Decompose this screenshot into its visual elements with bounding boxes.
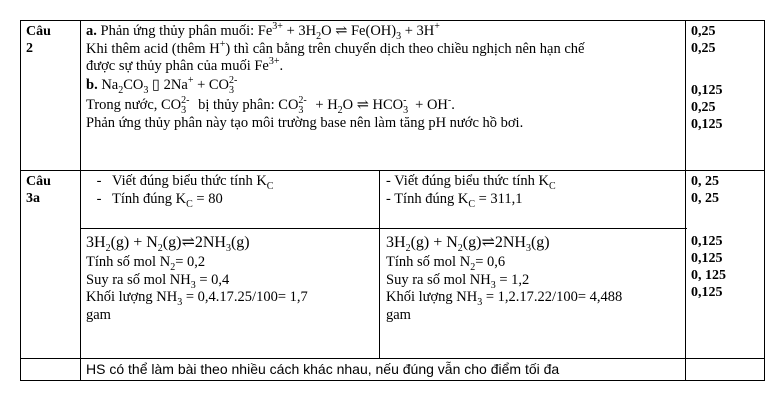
na-charge: +	[187, 74, 194, 86]
kc-subscript: C	[548, 180, 556, 192]
calc-text: Suy ra số mol NH	[386, 271, 491, 288]
points-value: 0,125	[691, 285, 723, 300]
sup-a: 2-	[181, 95, 190, 107]
points-value: 0,125	[691, 234, 723, 249]
part-a-prefix: a.	[86, 23, 97, 39]
q2-answer	[86, 23, 682, 132]
calc-value: = 0,2	[175, 254, 206, 270]
col-divider-points	[685, 20, 686, 380]
plus-oh: + OH	[411, 97, 448, 113]
eq-sub: 3	[525, 243, 531, 255]
h2-subscript: 2	[316, 30, 322, 42]
calc-sub: 3	[177, 296, 183, 308]
calc-sub: 2	[170, 261, 176, 273]
q3b-left-calc	[86, 232, 376, 324]
table-border-right	[764, 20, 765, 380]
eq-n: + N	[129, 234, 158, 251]
part-b-prefix: b.	[86, 76, 98, 93]
co3-ion-subscript: 3	[229, 84, 235, 96]
points-value: 0,25	[691, 100, 716, 115]
ammonia-equation	[386, 232, 682, 254]
points-value: 0,25	[691, 24, 716, 39]
calc-text: Khối lượng NH	[386, 289, 478, 305]
question-label-q3a	[26, 173, 76, 207]
ammonia-equation	[86, 232, 376, 254]
eq-nh: 2NH	[494, 234, 526, 251]
sub-c: 2	[337, 104, 343, 116]
calc-line	[86, 289, 376, 307]
points-value: 0, 25	[691, 191, 719, 206]
eq-phase: (g)	[530, 234, 550, 251]
row-divider-2b	[387, 228, 687, 229]
calc-text: Khối lượng NH	[86, 289, 178, 305]
calc-value: = 0,6	[475, 254, 506, 270]
eq-phase: (g)	[110, 234, 130, 251]
equilibrium-arrow: ⇌	[481, 234, 495, 251]
kc-subscript: C	[186, 198, 193, 210]
co-text: CO	[123, 76, 144, 93]
criteria-text: - Tính đúng K	[386, 190, 469, 207]
calc-value: = 0,4	[195, 271, 230, 288]
bullet-dash: -	[96, 190, 102, 207]
plus-h: + H	[311, 97, 338, 113]
sub-b: 3	[298, 104, 304, 116]
criteria-item	[386, 191, 682, 209]
col-divider-middle	[379, 170, 380, 358]
part-a-explanation: Khi thêm acid (thêm H	[86, 40, 220, 57]
points-value: 0,25	[691, 41, 716, 56]
eq-phase: (g)	[410, 234, 430, 251]
2na-text: 2Na	[163, 76, 188, 93]
points-value: 0,125	[691, 251, 723, 266]
criteria-item	[86, 191, 376, 209]
calc-line	[386, 272, 682, 290]
bullet-dash: -	[96, 173, 102, 189]
fe3-charge: 3+	[268, 56, 280, 68]
q2-part-b-line1	[86, 74, 682, 96]
q2-part-a-line2	[86, 38, 682, 59]
calc-sub: 3	[190, 279, 196, 291]
criteria-item	[86, 173, 376, 191]
hydrolysis-text: bị thủy phân: CO	[194, 97, 299, 113]
sup-b: 2-	[298, 95, 307, 107]
part-a-eq-left: Phản ứng thủy phân muối: Fe	[100, 23, 273, 39]
criteria-text: Viết đúng biểu thức tính K	[112, 173, 267, 189]
eq-phase: (g)	[162, 234, 182, 251]
question-label-text: Câu	[26, 24, 51, 39]
hydrolysis-intro: Trong nước, CO	[86, 97, 182, 113]
eq-phase: (g)	[230, 234, 250, 251]
part-a-eq-o: O	[321, 23, 332, 39]
sup-d: -	[447, 95, 452, 107]
eq-nh: 2NH	[194, 234, 226, 251]
q2-points	[691, 23, 761, 133]
calc-line	[86, 254, 376, 272]
calc-sub: 2	[470, 261, 476, 273]
table-border-left	[20, 20, 21, 380]
question-label-q2	[26, 23, 76, 57]
calc-text: Tính số mol N	[386, 254, 471, 270]
fe-charge: 3+	[272, 21, 283, 33]
calc-unit: gam	[86, 306, 111, 323]
q3a-right-criteria	[386, 173, 682, 208]
part-a-explanation-rest: ) thì cân bằng trên chuyển dịch theo chiều nghịch nên hạn chế	[225, 40, 585, 57]
sub-a: 3	[181, 104, 187, 116]
row-divider-3	[20, 358, 765, 359]
calc-sub: 3	[477, 296, 483, 308]
eq-h: 3H	[86, 234, 106, 251]
period-b: .	[451, 97, 455, 113]
row-divider-1	[20, 170, 765, 171]
co3-ion-text: + CO	[193, 76, 230, 93]
q2-part-a-line3	[86, 58, 682, 76]
part-a-eq-mid: + 3H	[282, 23, 317, 39]
criteria-text: Tính đúng K	[112, 190, 187, 207]
calc-line	[386, 254, 682, 272]
criteria-text: - Viết đúng biểu thức tính K	[386, 173, 549, 189]
calc-value: = 0,4.17.25/100= 1,7	[182, 289, 308, 305]
kc-value: = 80	[192, 190, 223, 207]
q3a-points	[691, 173, 761, 207]
calc-text: Tính số mol N	[86, 254, 171, 270]
part-a-eq-right: Fe(OH)	[350, 23, 397, 39]
eq-sub: 3	[225, 243, 231, 255]
calc-value: = 1,2.17.22/100= 4,488	[482, 289, 623, 305]
calc-value: = 1,2	[495, 271, 530, 288]
points-value: 0, 125	[691, 268, 726, 283]
points-value: 0, 25	[691, 174, 719, 189]
eq-sub: 2	[105, 243, 111, 255]
table-border-bottom	[20, 380, 765, 381]
equilibrium-arrow: ⇌	[331, 23, 351, 39]
calc-line	[386, 289, 682, 307]
question-label-text: Câu	[26, 174, 51, 189]
sub-d: 3	[403, 104, 409, 116]
h-plus-charge: +	[219, 38, 226, 50]
na-subscript: 2	[118, 84, 124, 96]
table-border-top	[20, 20, 765, 21]
question-number: 2	[26, 41, 33, 56]
oh3-subscript: 3	[396, 30, 402, 42]
calc-line	[86, 272, 376, 290]
kc-subscript: C	[468, 198, 475, 210]
eq-n: + N	[429, 234, 458, 251]
eq-sub: 2	[405, 243, 411, 255]
h-charge: +	[434, 21, 440, 33]
period: .	[279, 58, 284, 74]
col-divider-label	[80, 20, 81, 380]
part-a-eq-end: + 3H	[401, 23, 435, 39]
kc-subscript: C	[266, 180, 274, 192]
equilibrium-arrow: ⇌	[181, 234, 195, 251]
calc-unit: gam	[386, 306, 411, 323]
o-hco: O ⇌ HCO	[342, 97, 404, 113]
q2-part-b-line3: Phản ứng thủy phân này tạo môi trường base nên làm tăng pH nước hồ bơi.	[86, 114, 524, 131]
q2-part-a-line1	[86, 23, 682, 41]
eq-sub: 2	[157, 243, 163, 255]
kc-value: = 311,1	[474, 190, 523, 207]
co3-subscript: 3	[143, 84, 149, 96]
part-a-explanation-end: được sự thủy phân của muối Fe	[86, 58, 269, 74]
points-value: 0,125	[691, 117, 723, 132]
criteria-item	[386, 173, 682, 191]
eq-phase: (g)	[462, 234, 482, 251]
eq-sub: 2	[457, 243, 463, 255]
points-value: 0,125	[691, 83, 723, 98]
answer-key-table	[20, 20, 765, 380]
q2-part-b-line2	[86, 97, 682, 115]
q3b-points	[691, 233, 761, 301]
sup-c: -	[403, 95, 407, 107]
question-number: 3a	[26, 191, 40, 206]
grading-note: HS có thể làm bài theo nhiều cách khác nhau, nếu đúng vẫn cho điểm tối đa	[86, 361, 560, 377]
na2co3: Na	[97, 76, 119, 93]
calc-text: Suy ra số mol NH	[86, 271, 191, 288]
eq-h: 3H	[386, 234, 406, 251]
q3b-right-calc	[386, 232, 682, 324]
placeholder-box-glyph: ▯	[148, 76, 164, 93]
row-divider-2	[80, 228, 387, 229]
co3-ion-charge: 2-	[229, 74, 238, 86]
q3a-left-criteria	[86, 173, 376, 208]
calc-sub: 3	[490, 279, 496, 291]
